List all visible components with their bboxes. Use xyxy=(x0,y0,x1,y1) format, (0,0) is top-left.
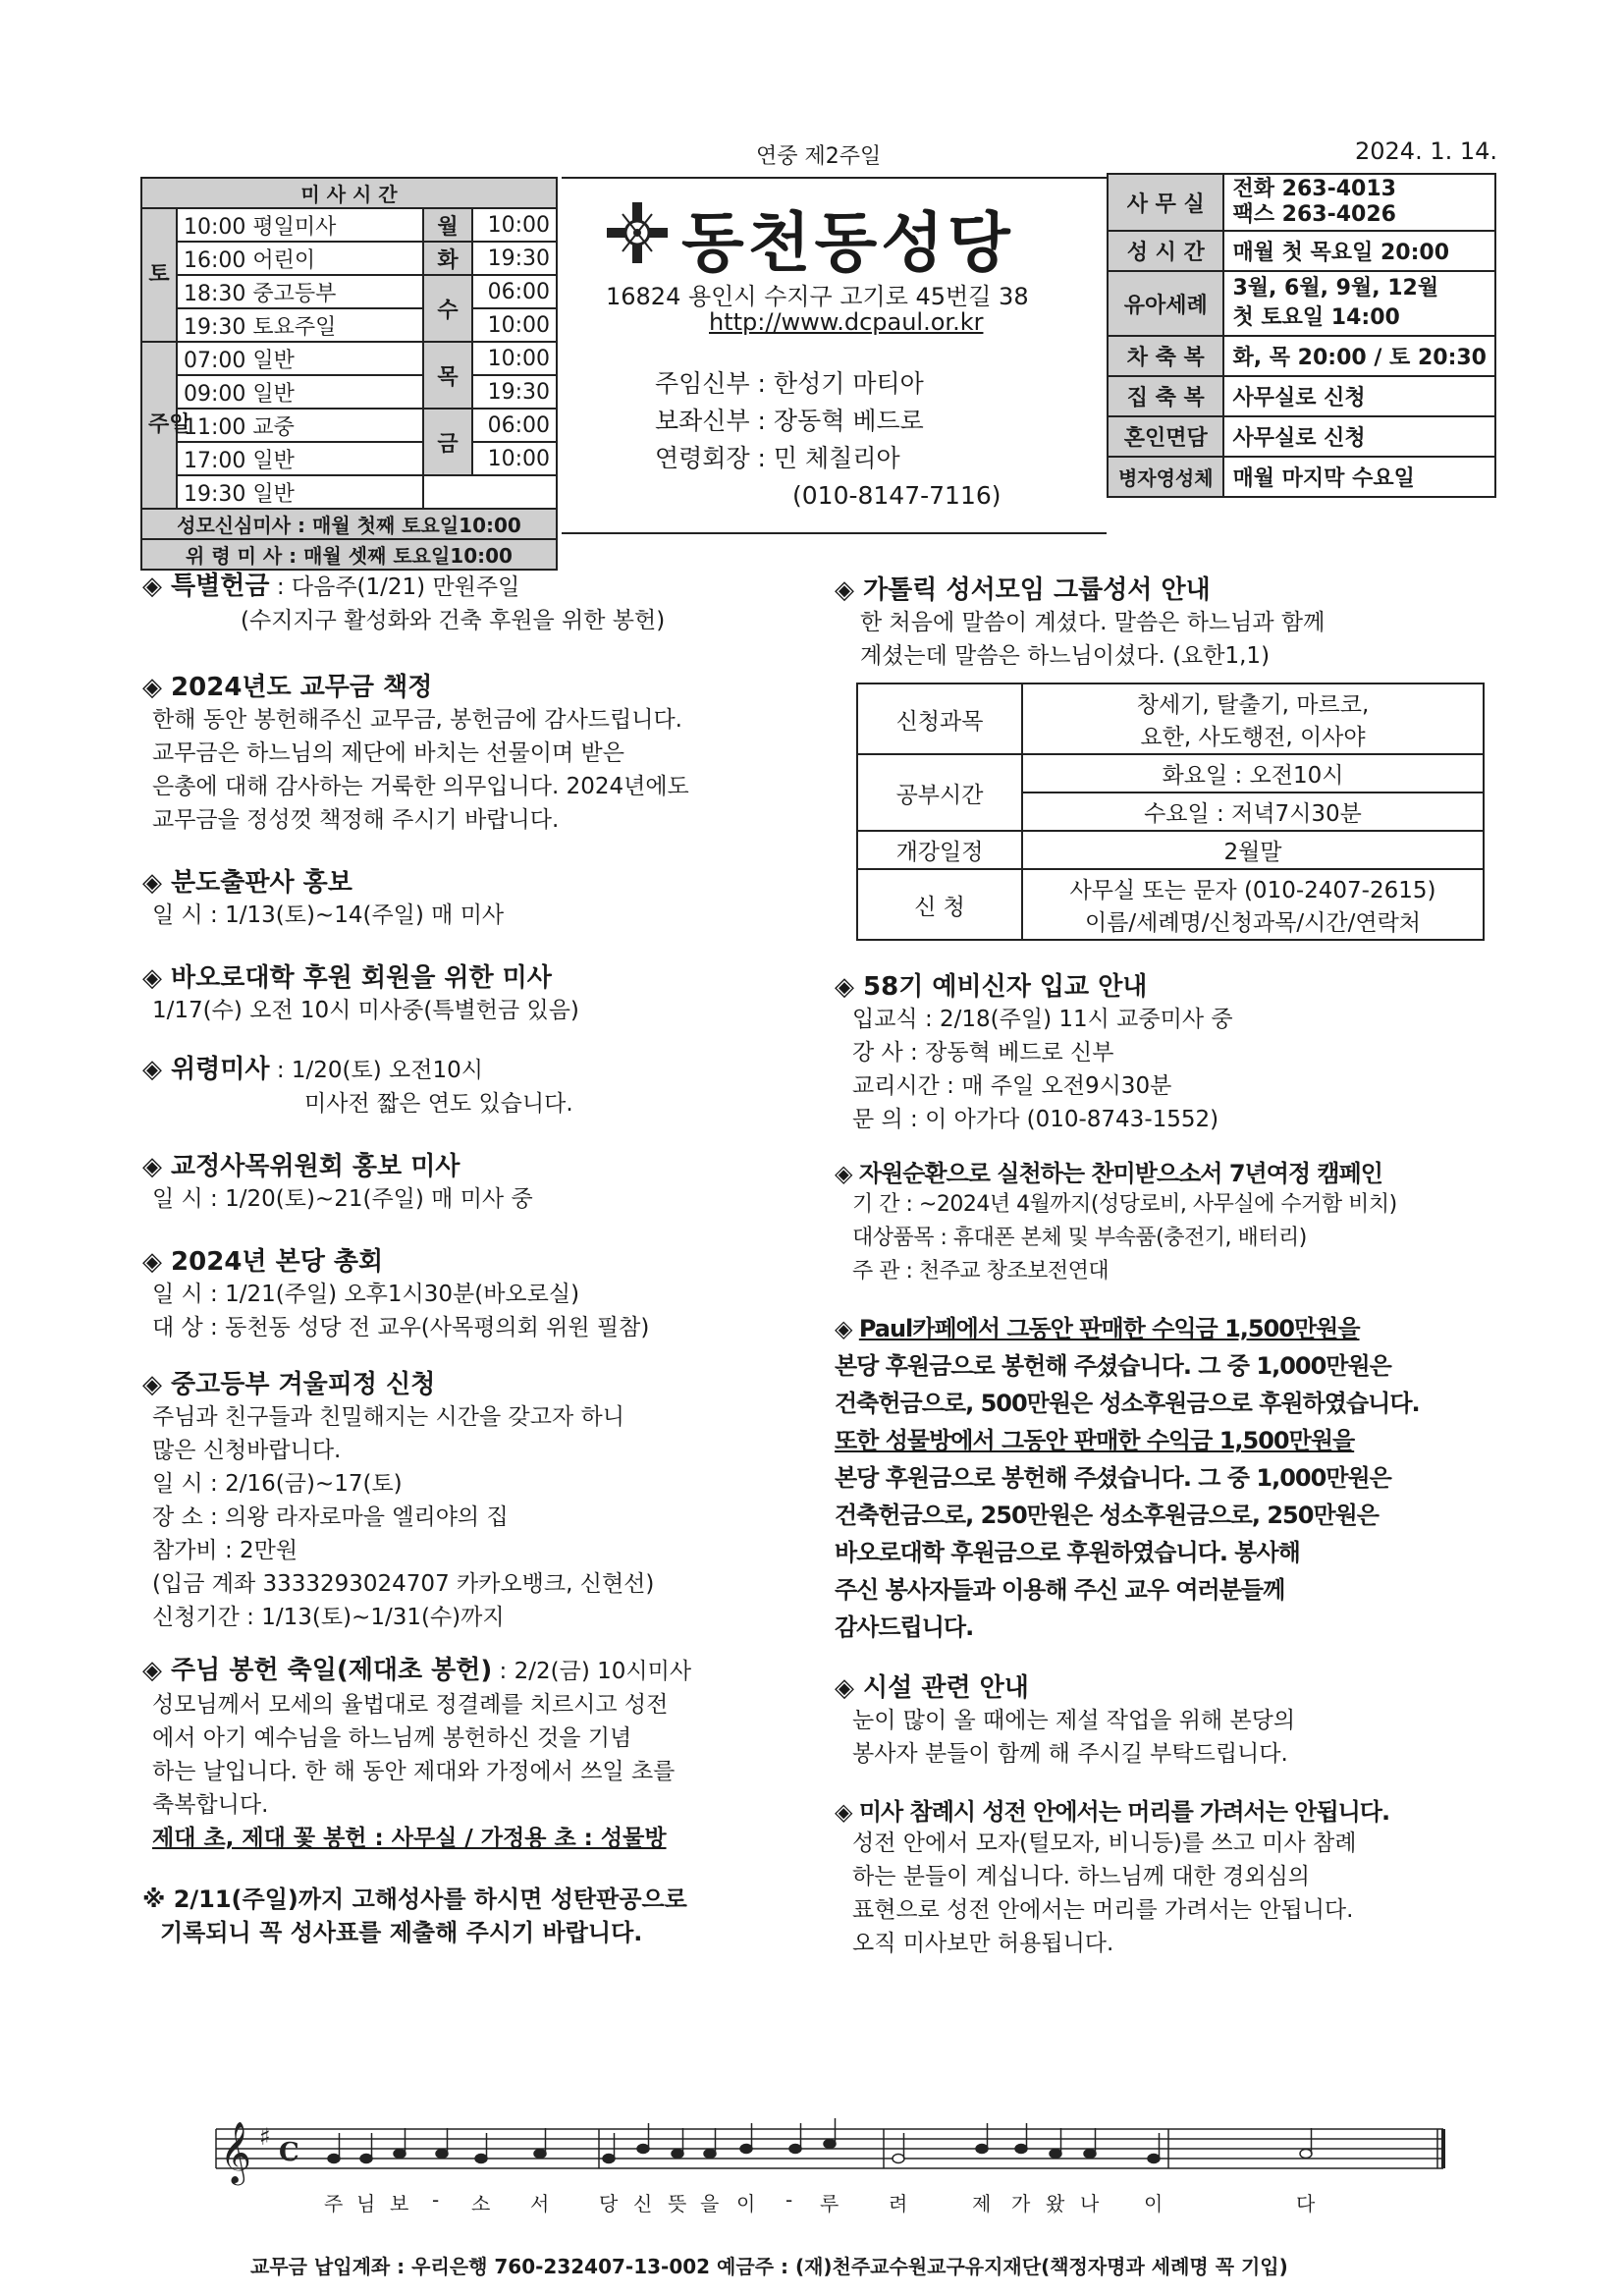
lyric-syllable: 이 xyxy=(1144,2192,1164,2215)
diamond-icon: ◈ xyxy=(142,673,172,702)
parish-info xyxy=(562,177,1107,534)
holy-hour-label: 성 시 간 xyxy=(1108,231,1223,271)
note-head xyxy=(976,2145,988,2154)
sunday-label: 주일 xyxy=(141,342,177,509)
sun-mass-4: 17:00 일반 xyxy=(177,442,423,475)
lyric-syllable: 루 xyxy=(820,2192,839,2215)
lyric-syllable: 려 xyxy=(889,2192,908,2215)
mass-note-1: 성모신심미사 : 매월 첫째 토요일10:00 xyxy=(141,509,557,539)
sat-mass-2: 16:00 어린이 xyxy=(177,242,423,275)
left-column xyxy=(142,570,820,1949)
lyric-syllable: 주 xyxy=(324,2192,344,2215)
weekday-tue: 화 xyxy=(423,242,472,275)
section-paul-college: ◈ 바오로대학 후원 회원을 위한 미사 1/17(수) 오전 10시 미사중(특별헌금 있음) xyxy=(142,963,579,1023)
lyric-syllable: 보 xyxy=(390,2192,409,2215)
section-facilities: ◈ 시설 관련 안내 눈이 많이 올 때에는 제설 작업을 위해 본당의 봉사자 분들이 함께 해 주시길 부탁드립니다. xyxy=(835,1673,1296,1767)
tue-time: 19:30 xyxy=(472,242,557,275)
diamond-icon: ◈ xyxy=(142,1247,172,1277)
lyric-syllable: 소 xyxy=(471,2192,491,2215)
sun-mass-3: 11:00 교중 xyxy=(177,409,423,442)
section-donation-thanks: ◈ Paul카페에서 그동안 판매한 수익금 1,500만원을 본당 후원금으로 봉헌해 주셨습니다. 그 중 1,000만원은 건축헌금으로, 500만원은 성소후원금으로 후원하였습니다. 또한 성물방에서 그동안 판매한 수익금 1,500만원을 본당 후원금으로 봉헌해 주셨습니다. 그 중 1,000만원은 건축헌금으로, 250만원은 성소후원금으로, 250만원은 바오로대학 후원금으로 후원하였습니다. 봉사해 주신 봉사자들과 이용해 주신 교우 여러분들께 감사드립니다. xyxy=(835,1315,1420,1641)
section-prison-ministry: ◈ 교정사목위원회 홍보 미사 일 시 : 1/20(토)~21(주일) 매 미사 중 xyxy=(142,1152,533,1212)
lyric-syllable: 신 xyxy=(633,2192,653,2215)
note-head xyxy=(603,2155,615,2163)
section-youth-retreat: ◈ 중고등부 겨울피정 신청 주님과 친구들과 친밀해지는 시간을 갖고자 하니 많은 신청바랍니다. 일 시 : 2/16(금)~17(토) 장 소 : 의왕 라자로마을 엘리야의 집 참가비 : 2만원 (입금 계좌 3333293024707 카카오뱅크, 신현선) 신청기간 : 1/13(토)~1/31(수)까지 xyxy=(142,1370,655,1630)
note-head xyxy=(1148,2155,1160,2163)
section-requiem-mass: ◈ 위령미사 : 1/20(토) 오전10시 미사전 짧은 연도 있습니다. xyxy=(142,1055,573,1117)
section-special-offering: ◈ 특별헌금 : 다음주(1/21) 만원주일 (수지지구 활성화와 건축 후원을 위한 봉헌) xyxy=(142,570,820,637)
weekday-thu: 목 xyxy=(423,342,472,409)
confession-note: ※ 2/11(주일)까지 고해성사를 하시면 성탄판공으로 기록되니 꼭 성사표를 제출해 주시기 바랍니다. xyxy=(142,1886,687,1946)
lyric-syllable: 제 xyxy=(972,2192,992,2215)
sun-mass-1: 07:00 일반 xyxy=(177,342,423,375)
diamond-icon: ◈ xyxy=(835,1315,859,1342)
saturday-label: 토 xyxy=(141,208,177,342)
house-blessing-value: 사무실로 신청 xyxy=(1223,376,1495,416)
president-phone: (010-8147-7116) xyxy=(792,481,1001,510)
weekday-fri: 금 xyxy=(423,409,472,475)
sat-mass-3: 18:30 중고등부 xyxy=(177,275,423,308)
note-head xyxy=(789,2145,801,2154)
lyric-syllable: 이 xyxy=(736,2192,756,2215)
car-blessing-label: 차 축 복 xyxy=(1108,336,1223,376)
office-info xyxy=(1107,173,1496,498)
note-head xyxy=(360,2155,372,2163)
lyric-syllable: 뜻 xyxy=(668,2192,687,2215)
diamond-icon: ◈ xyxy=(142,868,172,898)
parish-address: 16824 용인시 수지구 고기로 45번길 38 xyxy=(606,283,1029,310)
diamond-icon: ◈ xyxy=(835,1160,859,1187)
parish-name: 동천동성당 xyxy=(681,205,1014,281)
section-bible-study: ◈ 가톨릭 성서모임 그룹성서 안내 한 처음에 말씀이 계셨다. 말씀은 하느님과 함께 계셨는데 말씀은 하느님이셨다. (요한1,1) 신청과목 창세기, 탈출기, 마르코, 요한, 사도행전, 이사야 공부시간 화요일 : 오전10시 수요일 : 저녁7시30분 개강일정 2월말 신 청 사무실 또는 문자 (010-2407-2615) 이름/세례명/신청과목/시간/연락처 xyxy=(835,570,1512,941)
house-blessing-label: 집 축 복 xyxy=(1108,376,1223,416)
section-bundo-publishing: ◈ 분도출판사 홍보 일 시 : 1/13(토)~14(주일) 매 미사 xyxy=(142,868,505,928)
note-head xyxy=(637,2145,649,2154)
lyric-syllable: 을 xyxy=(700,2192,720,2215)
note-head xyxy=(394,2150,406,2159)
diamond-icon: ◈ xyxy=(835,1798,859,1826)
sat-mass-4: 19:30 토요주일 xyxy=(177,308,423,342)
section-tithe: ◈ 2024년도 교무금 책정 한해 동안 봉헌해주신 교무금, 봉헌금에 감사드립니다. 교무금은 하느님의 제단에 바치는 선물이며 받은 은총에 대해 감사하는 거룩한 의무입니다. 2024년에도 교무금을 정성껏 책정해 주시기 바랍니다. xyxy=(142,673,689,833)
mass-schedule xyxy=(140,177,558,571)
weekday-wed: 수 xyxy=(423,275,472,342)
note-head xyxy=(436,2150,448,2159)
week-label: 연중 제2주일 xyxy=(756,144,882,169)
lyric-syllable: 님 xyxy=(356,2192,376,2215)
note-head xyxy=(672,2150,683,2159)
cross-logo-icon xyxy=(603,200,672,265)
right-column xyxy=(835,570,1512,1960)
assistant-priest: 보좌신부 : 장동혁 베드로 xyxy=(655,407,924,435)
fri-time-2: 10:00 xyxy=(472,442,557,475)
fri-time-1: 06:00 xyxy=(472,409,557,442)
infant-baptism-value: 3월, 6월, 9월, 12월 첫 토요일 14:00 xyxy=(1223,271,1495,336)
mon-time: 10:00 xyxy=(472,208,557,242)
thu-time-1: 10:00 xyxy=(472,342,557,375)
s1-detail: (수지지구 활성화와 건축 후원을 위한 봉헌) xyxy=(241,608,666,633)
note-head xyxy=(475,2155,487,2163)
time-signature: C xyxy=(279,2138,299,2167)
note-head xyxy=(328,2155,340,2163)
section-laudato-si-campaign: ◈ 자원순환으로 실천하는 찬미받으소서 7년여정 캠페인 기 간 : ~2024년 4월까지(성당로비, 사무실에 수거함 비치) 대상품목 : 휴대폰 본체 및 부속품(충전기, 배터리) 주 관 : 천주교 창조보전연대 xyxy=(835,1160,1397,1284)
sick-communion-value: 매월 마지막 수요일 xyxy=(1223,457,1495,497)
diamond-icon: ◈ xyxy=(142,963,172,993)
staff-svg xyxy=(206,2111,1453,2190)
marriage-interview-label: 혼인면담 xyxy=(1108,416,1223,457)
marriage-interview-value: 사무실로 신청 xyxy=(1223,416,1495,457)
footer-account: 교무금 납입계좌 : 우리은행 760-232407-13-002 예금주 : (재)천주교수원교구유지재단(책정자명과 세례명 꼭 기입) xyxy=(250,2255,1288,2278)
pastor: 주임신부 : 한성기 마티아 xyxy=(655,369,924,398)
mass-note-2: 위 령 미 사 : 매월 셋째 토요일10:00 xyxy=(141,539,557,570)
diamond-icon: ◈ xyxy=(142,1656,172,1685)
note-head xyxy=(1015,2145,1027,2154)
parish-url[interactable]: http://www.dcpaul.or.kr xyxy=(709,308,984,336)
section-general-assembly: ◈ 2024년 본당 총회 일 시 : 1/21(주일) 오후1시30분(바오로실) 대 상 : 동천동 성당 전 교우(사목평의회 위원 필참) xyxy=(142,1247,650,1340)
thu-time-2: 19:30 xyxy=(472,375,557,409)
lyric-syllable: - xyxy=(785,2188,793,2212)
lyric-syllable: 왔 xyxy=(1046,2192,1065,2215)
diamond-icon: ◈ xyxy=(835,972,864,1002)
diamond-icon: ◈ xyxy=(142,1152,172,1181)
lyric-syllable: 서 xyxy=(530,2192,550,2215)
funeral-president: 연령회장 : 민 체칠리아 xyxy=(655,444,900,472)
lyric-syllable: 가 xyxy=(1011,2192,1031,2215)
diamond-icon: ◈ xyxy=(835,1673,864,1703)
lyric-syllable: - xyxy=(432,2188,440,2212)
lyric-syllable: 나 xyxy=(1080,2192,1100,2215)
note-head xyxy=(893,2155,904,2163)
car-blessing-value: 화, 목 20:00 / 토 20:30 xyxy=(1223,336,1495,376)
lyric-syllable: 당 xyxy=(599,2192,619,2215)
section-presentation-feast: ◈ 주님 봉헌 축일(제대초 봉헌) : 2/2(금) 10시미사 성모님께서 모세의 율법대로 정결례를 치르시고 성전 에서 아기 예수님을 하느님께 봉헌하신 것을 기념 하는 날입니다. 한 해 동안 제대와 가정에서 쓰일 초를 축복합니다. 제대 초, 제대 꽃 봉헌 : 사무실 / 가정용 초 : 성물방 xyxy=(142,1656,692,1851)
bible-study-table: 신청과목 창세기, 탈출기, 마르코, 요한, 사도행전, 이사야 공부시간 화요일 : 오전10시 수요일 : 저녁7시30분 개강일정 2월말 신 청 사무실 또는 문자 (010-2407-2615) 이름/세례명/신청과목/시간/연락처 xyxy=(856,683,1485,941)
diamond-icon: ◈ xyxy=(142,572,172,601)
diamond-icon: ◈ xyxy=(142,1370,172,1399)
treble-clef-icon: 𝄞 xyxy=(220,2121,251,2183)
note-head xyxy=(1050,2150,1061,2159)
wed-time-2: 10:00 xyxy=(472,308,557,342)
lyric-syllable: 다 xyxy=(1296,2192,1316,2215)
wed-time-1: 06:00 xyxy=(472,275,557,308)
section-head-covering: ◈ 미사 참례시 성전 안에서는 머리를 가려서는 안됩니다. 성전 안에서 모자(털모자, 비니등)를 쓰고 미사 참례 하는 분들이 계십니다. 하느님께 대한 경외심의 표현으로 성전 안에서는 머리를 가려서는 안됩니다. 오직 미사보만 허용됩니다. xyxy=(835,1798,1390,1956)
note-head xyxy=(1084,2150,1096,2159)
clergy-list xyxy=(655,365,1001,515)
sharp-icon: ♯ xyxy=(259,2123,271,2151)
holy-hour-value: 매월 첫 목요일 20:00 xyxy=(1223,231,1495,271)
infant-baptism-label: 유아세례 xyxy=(1108,271,1223,336)
office-phone-fax: 전화 263-4013 팩스 263-4026 xyxy=(1223,174,1495,231)
section-catechumen: ◈ 58기 예비신자 입교 안내 입교식 : 2/18(주일) 11시 교중미사 중 강 사 : 장동혁 베드로 신부 교리시간 : 매 주일 오전9시30분 문 의 : 이 아가다 (010-8743-1552) xyxy=(835,972,1233,1132)
note-head xyxy=(704,2150,716,2159)
office-label: 사 무 실 xyxy=(1108,174,1223,231)
sun-mass-2: 09:00 일반 xyxy=(177,375,423,409)
note-head xyxy=(1300,2150,1312,2159)
diamond-icon: ◈ xyxy=(835,575,864,605)
sat-mass-1: 10:00 평일미사 xyxy=(177,208,423,242)
music-staff xyxy=(206,2111,1453,2219)
note-head xyxy=(740,2145,752,2154)
note-head xyxy=(824,2140,836,2149)
sick-communion-label: 병자영성체 xyxy=(1108,457,1223,497)
note-head xyxy=(534,2150,546,2159)
date-label: 2024. 1. 14. xyxy=(1355,137,1498,165)
weekday-mon: 월 xyxy=(423,208,472,242)
diamond-icon: ◈ xyxy=(142,1055,172,1084)
sun-mass-5: 19:30 일반 xyxy=(177,475,423,509)
mass-schedule-title: 미 사 시 간 xyxy=(141,178,557,208)
